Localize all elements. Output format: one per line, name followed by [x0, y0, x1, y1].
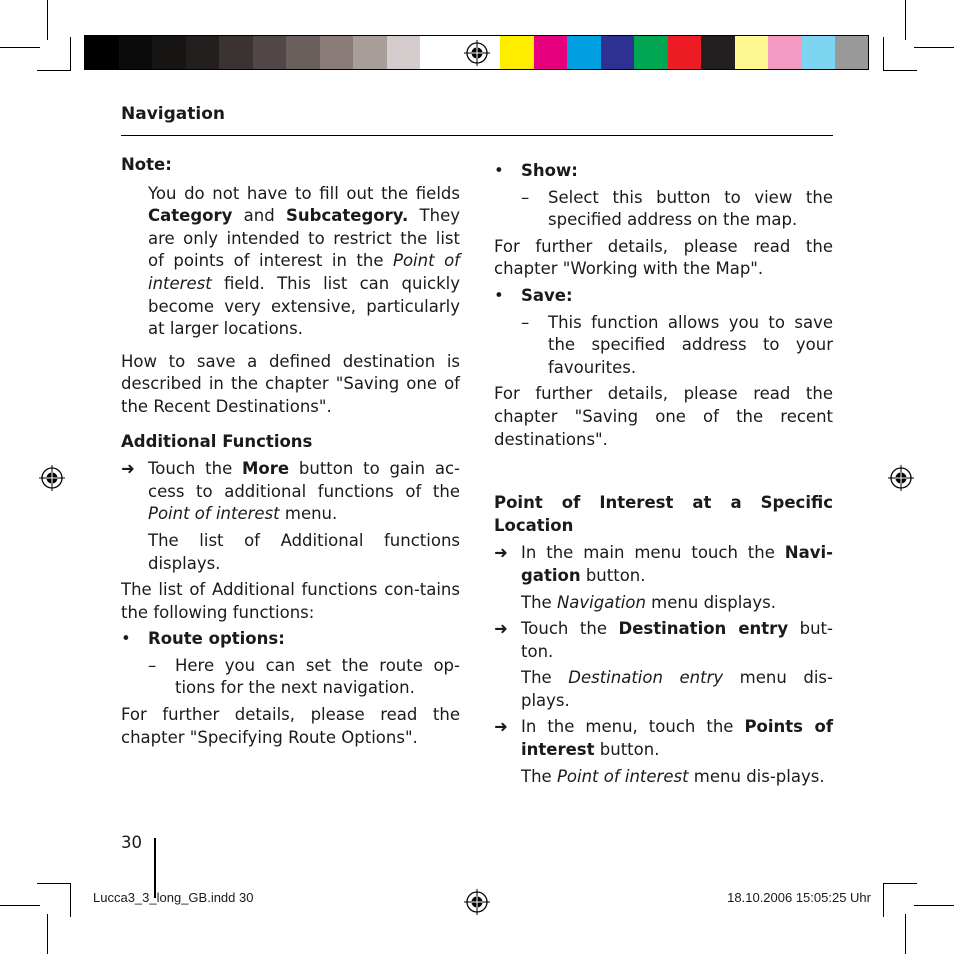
arrow-icon: ➜ — [494, 619, 508, 639]
slug-date: 18.10.2006 15:05:25 Uhr — [727, 890, 871, 905]
note-category: Category — [148, 206, 233, 226]
step-text: menu dis-plays. — [688, 766, 825, 786]
crop-mark — [914, 47, 954, 48]
menu-name: Destination entry — [568, 668, 724, 688]
page-number: 30 — [121, 833, 142, 852]
note-subcategory: Subcategory. — [286, 206, 409, 226]
list-intro: The list of Additional functions con-tains the following functions: — [121, 580, 460, 622]
step-text: button to gain ac-cess to additional functions of the — [148, 459, 460, 501]
route-description — [121, 655, 460, 700]
additional-functions-heading: Additional Functions — [121, 431, 313, 451]
menu-name: Point of interest — [556, 766, 689, 786]
note-title: Note: — [121, 155, 172, 174]
step-text: menu displays. — [645, 592, 776, 612]
menu-name: Navigation — [556, 592, 646, 612]
show-more: For further details, please read the chapter "Working with the Map". — [494, 236, 833, 279]
step-result: The list of Additional functions displays. — [148, 530, 460, 573]
right-column — [494, 160, 833, 788]
crop-mark — [883, 883, 917, 884]
crop-mark — [883, 37, 884, 71]
crop-mark — [0, 47, 40, 48]
dash-icon: – — [521, 312, 530, 332]
note-text: You do not have to fill out the fields — [148, 183, 460, 203]
crop-mark — [905, 0, 906, 40]
note-paragraph — [121, 183, 460, 341]
step-navigation-label: Navi-gation — [521, 543, 833, 585]
step-text: menu dis-plays. — [521, 668, 833, 710]
note-text: They are only intended to restrict the list of points of interest in the — [148, 206, 460, 271]
crop-mark — [0, 905, 40, 906]
arrow-icon: ➜ — [494, 543, 508, 563]
arrow-icon: ➜ — [494, 717, 508, 737]
step-text: Touch the — [521, 619, 619, 639]
step-destination-result — [494, 667, 833, 712]
save-more: For further details, please read the chapter "Saving one of the recent destinations". — [494, 384, 833, 449]
registration-mark-icon — [464, 40, 490, 66]
step-text: The — [521, 766, 557, 786]
crop-mark — [70, 37, 71, 71]
step-poi: Point of interest — [148, 504, 280, 524]
show-desc-text: Select this button to view the specified address on the map. — [548, 187, 833, 230]
bullet-icon: • — [121, 629, 131, 649]
step-navigation-result — [494, 592, 833, 615]
step-navigation — [494, 542, 833, 587]
bullet-route-options — [121, 628, 460, 651]
save-paragraph: How to save a defined destination is described in the chapter "Saving one of the Recent Destinations". — [121, 351, 460, 416]
save-description — [494, 312, 833, 380]
step-more-label: More — [242, 459, 290, 479]
save-desc-text: This function allows you to save the specified address to your favourites. — [548, 312, 833, 377]
registration-mark-icon — [39, 465, 65, 491]
note-text: and — [232, 206, 287, 226]
step-text: menu. — [279, 504, 338, 524]
crop-mark — [37, 70, 71, 71]
step-text: button. — [594, 740, 660, 760]
step-destination-label: Destination entry — [618, 619, 789, 639]
show-title: Show: — [521, 161, 578, 180]
left-column — [121, 154, 460, 749]
crop-mark — [914, 905, 954, 906]
save-title: Save: — [521, 285, 573, 305]
registration-mark-icon — [888, 465, 914, 491]
crop-mark — [883, 883, 884, 917]
route-desc-text: Here you can set the route op-tions for the next navigation. — [175, 655, 460, 698]
registration-mark-icon — [464, 889, 490, 915]
dash-icon: – — [521, 187, 530, 207]
step-poi-result — [494, 766, 833, 789]
crop-mark — [905, 914, 906, 954]
step-poi-label: Points of interest — [521, 717, 833, 760]
crop-mark — [47, 914, 48, 954]
note-poi: Point of interest — [148, 251, 460, 293]
step-text: The — [521, 592, 557, 612]
slug-file: Lucca3_3_long_GB.indd 30 — [93, 890, 254, 905]
poi-heading: Point of Interest at a Specific Location — [494, 493, 833, 535]
bullet-icon: • — [494, 285, 504, 305]
crop-mark — [47, 0, 48, 40]
crop-mark — [37, 883, 71, 884]
route-more: For further details, please read the chapter "Specifying Route Options". — [121, 705, 460, 747]
step-text: The — [521, 668, 569, 688]
show-description — [494, 187, 833, 232]
step-text: In the menu, touch the — [521, 717, 745, 737]
header-rule — [121, 135, 833, 136]
bullet-icon: • — [494, 161, 504, 180]
step-text: button. — [580, 565, 646, 585]
arrow-icon: ➜ — [121, 459, 135, 479]
step-points-of-interest — [494, 716, 833, 761]
crop-mark — [70, 883, 71, 917]
step-text: but-ton. — [521, 619, 833, 661]
page-number-rule — [154, 838, 156, 898]
bullet-show — [494, 160, 833, 183]
section-header: Navigation — [121, 104, 225, 124]
note-text: field. This list can quickly become very extensive, particularly at larger locations. — [148, 273, 460, 339]
bullet-save — [494, 285, 833, 308]
step-text: Touch the — [148, 459, 243, 479]
dash-icon: – — [148, 655, 157, 675]
crop-mark — [883, 70, 917, 71]
step-destination-entry — [494, 618, 833, 663]
step-more — [121, 458, 460, 526]
step-text: In the main menu touch the — [521, 543, 785, 563]
route-title: Route options: — [148, 629, 285, 649]
